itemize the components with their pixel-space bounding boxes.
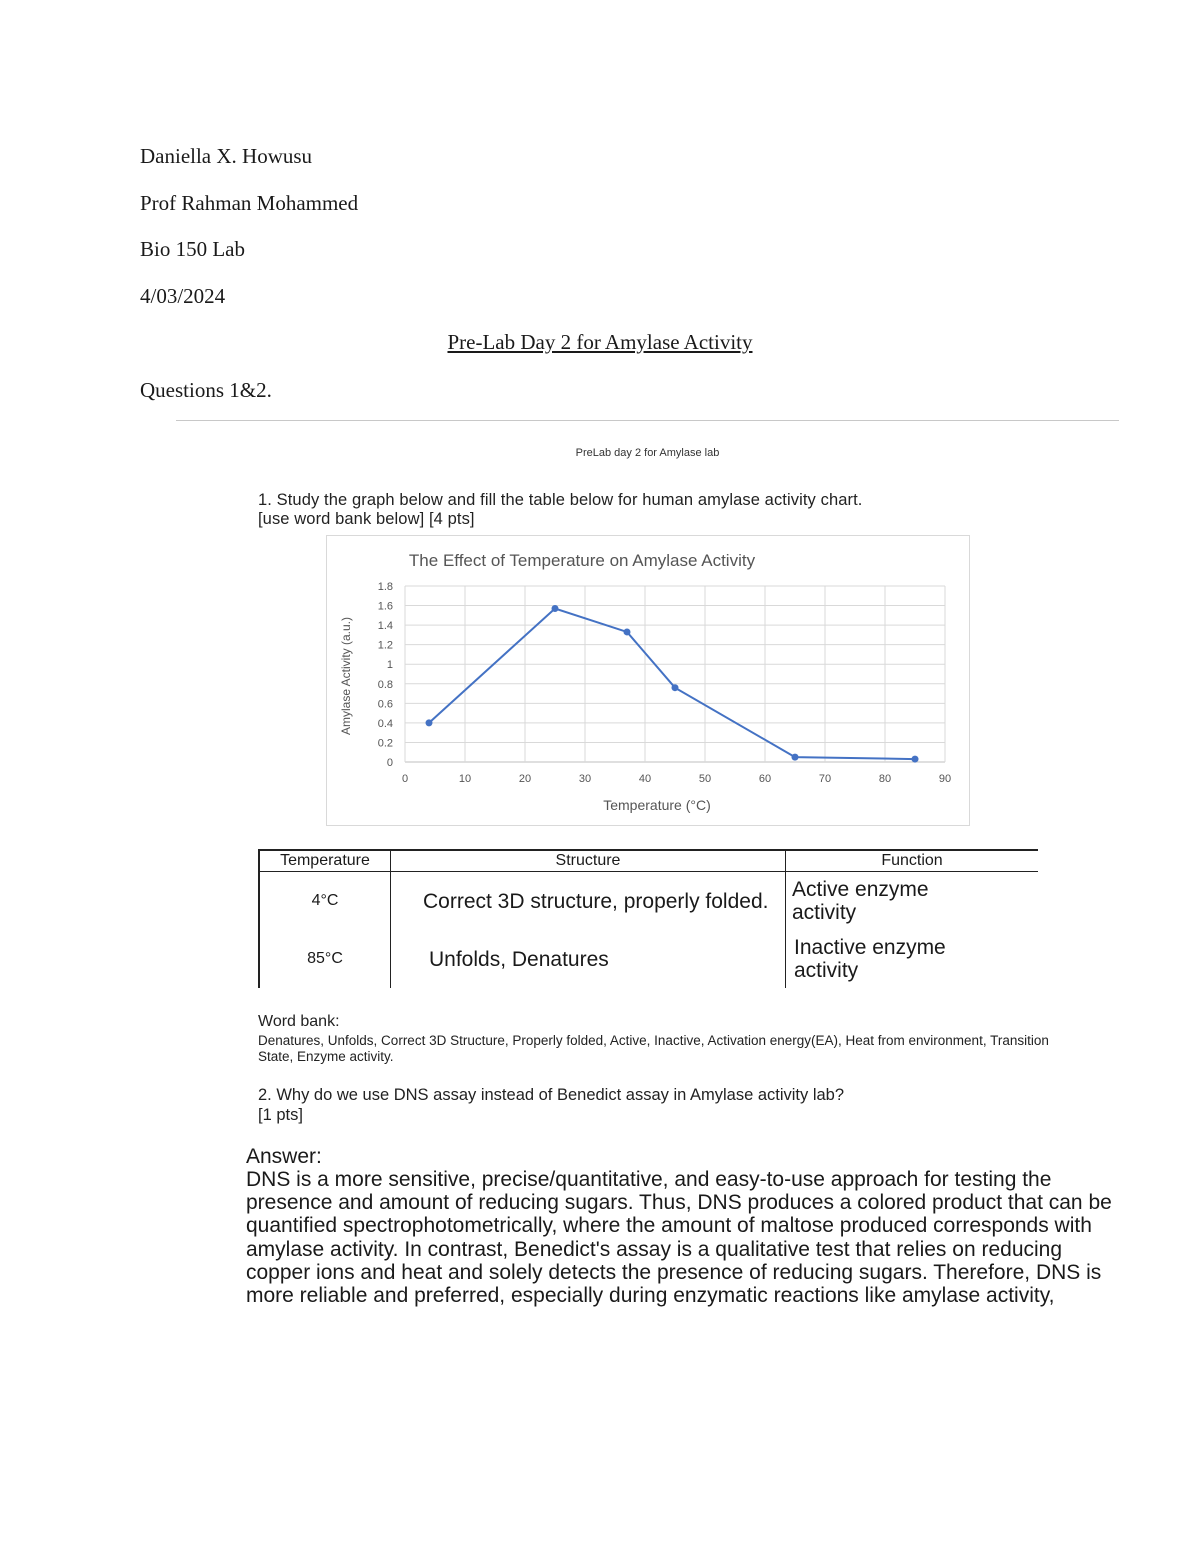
embedded-worksheet	[176, 421, 1119, 1381]
question-2-text: 2. Why do we use DNS assay instead of Benedict assay in Amylase activity lab?	[258, 1086, 845, 1104]
row-temperature: 85°C	[259, 930, 391, 988]
question-2-points: [1 pts]	[258, 1106, 303, 1124]
header-structure: Structure	[391, 850, 786, 872]
course-name: Bio 150 Lab	[140, 237, 245, 261]
x-tick-label: 50	[698, 773, 712, 785]
question-1-text: 1. Study the graph below and fill the table below for human amylase activity chart.	[258, 491, 863, 509]
y-tick-label: 1.4	[377, 620, 393, 633]
x-tick-label: 10	[458, 773, 472, 785]
y-tick-label: 0.8	[377, 678, 393, 691]
y-axis-label: Amylase Activity (a.u.)	[339, 616, 353, 736]
document-date: 4/03/2024	[140, 284, 226, 308]
word-bank-label: Word bank:	[258, 1013, 340, 1030]
y-tick-label: 0.4	[377, 717, 393, 730]
y-tick-label: 0.6	[377, 698, 393, 711]
row-function	[786, 930, 1039, 988]
x-axis-label: Temperature (°C)	[603, 797, 711, 813]
question-2	[258, 1085, 844, 1125]
word-bank-text: Denatures, Unfolds, Correct 3D Structure, Properly folded, Active, Inactive, Activation energy(EA), Heat from environment, Transition State, Enzyme activity.	[258, 1033, 1049, 1064]
y-tick-label: 1.8	[377, 581, 393, 593]
row-function-text: Inactive enzyme activity	[794, 936, 946, 982]
data-point	[792, 754, 799, 761]
amylase-chart	[326, 535, 970, 826]
data-point	[672, 684, 679, 691]
answer-text: DNS is a more sensitive, precise/quantitative, and easy-to-use approach for testing the presence and amount of reducing sugars. Thus, DNS produces a colored product that can be quantified spectrophotometrically, where the amount of maltose produced corresponds with amylase activity. In contrast, Benedict's assay is a qualitative test that relies on reducing copper ions and heat and solely detects the presence of reducing sugars. Therefore, DNS is more reliable and preferred, especially during enzymatic reactions like amylase activity,	[246, 1168, 1112, 1308]
question-1-points: [use word bank below] [4 pts]	[258, 510, 475, 528]
x-tick-label: 80	[878, 773, 892, 785]
x-tick-label: 20	[518, 773, 532, 785]
x-tick-label: 60	[758, 773, 772, 785]
x-tick-label: 30	[578, 773, 592, 785]
worksheet-title: PreLab day 2 for Amylase lab	[575, 447, 720, 459]
row-structure-text: Correct 3D structure, properly folded.	[423, 889, 769, 913]
y-tick-label: 0	[386, 757, 393, 769]
x-tick-label: 70	[818, 773, 832, 785]
y-tick-label: 1.6	[377, 600, 393, 613]
table-row	[259, 872, 1038, 931]
chart-title: The Effect of Temperature on Amylase Activity	[408, 551, 756, 570]
answer-label: Answer:	[246, 1145, 322, 1168]
row-structure	[391, 930, 786, 988]
row-structure	[391, 872, 786, 931]
data-point	[426, 719, 433, 726]
row-function-text: Active enzyme activity	[792, 878, 929, 924]
x-tick-label: 40	[638, 773, 652, 785]
x-tick-label: 0	[401, 773, 409, 785]
table-header-row	[259, 850, 1038, 872]
row-function	[786, 872, 1039, 931]
document-title: Pre-Lab Day 2 for Amylase Activity	[447, 330, 753, 354]
header-temperature: Temperature	[259, 850, 391, 872]
y-tick-label: 1.2	[377, 639, 393, 652]
section-label: Questions 1&2.	[140, 378, 272, 402]
row-structure-text: Unfolds, Denatures	[429, 947, 609, 971]
row-temperature: 4°C	[259, 872, 391, 931]
y-tick-label: 1	[386, 659, 393, 672]
x-tick-label: 90	[938, 773, 952, 785]
data-point	[912, 756, 919, 763]
data-point	[552, 605, 559, 612]
header-function: Function	[786, 850, 1039, 872]
y-tick-label: 0.2	[377, 737, 393, 750]
table-row	[259, 930, 1038, 988]
student-name: Daniella X. Howusu	[140, 144, 313, 168]
structure-function-table	[258, 849, 1038, 988]
question-1	[258, 491, 862, 529]
chart-svg	[327, 536, 969, 825]
data-point	[624, 628, 631, 635]
professor-name: Prof Rahman Mohammed	[140, 191, 359, 215]
